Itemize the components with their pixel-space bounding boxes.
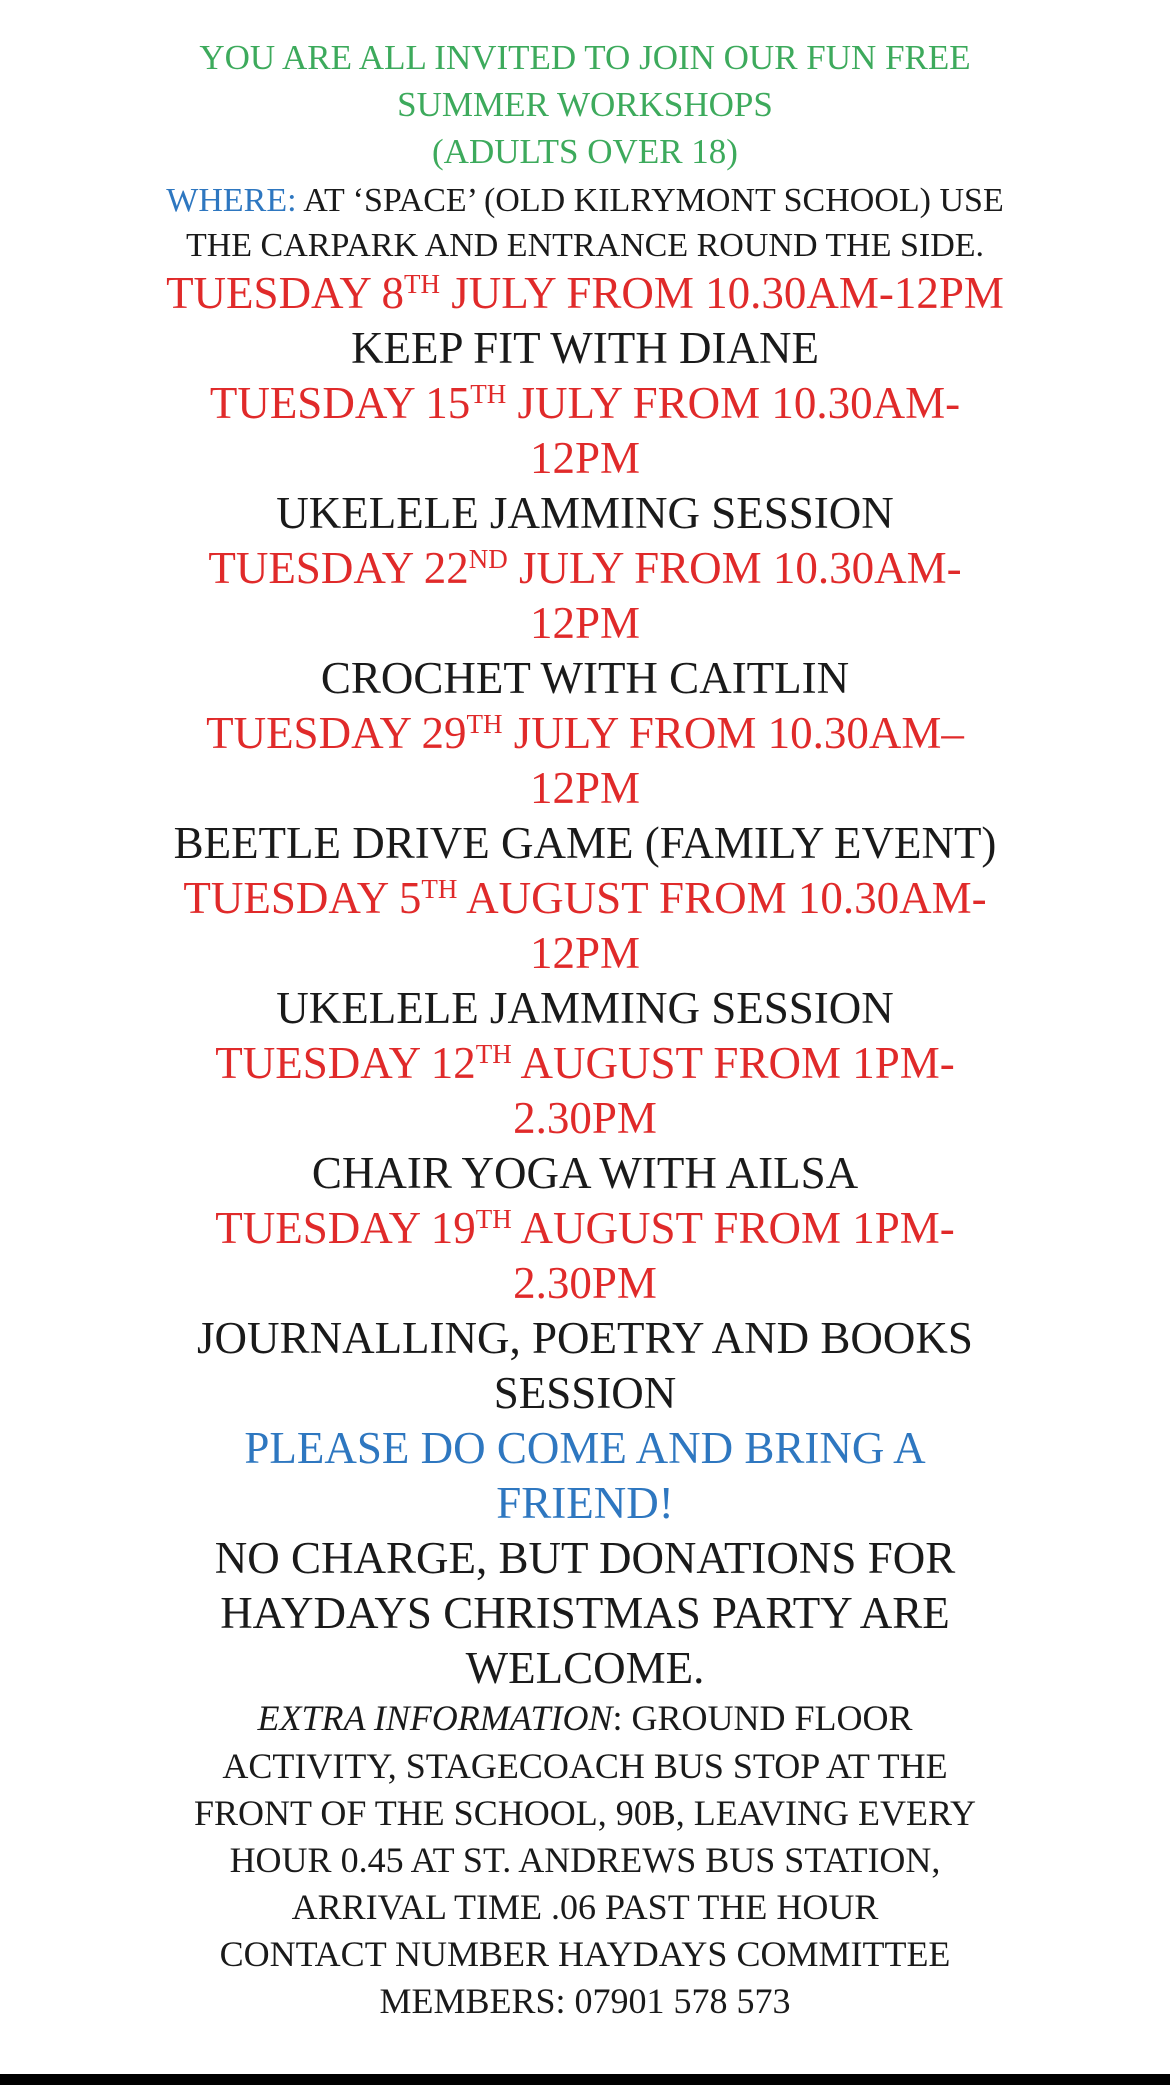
session-activity: CHAIR YOGA WITH AILSA: [311, 1148, 859, 1198]
session-date: TUESDAY 19TH AUGUST FROM 1PM-: [215, 1203, 955, 1253]
session-activity: BEETLE DRIVE GAME (FAMILY EVENT): [173, 818, 997, 868]
session-date: TUESDAY 22ND JULY FROM 10.30AM-: [208, 543, 962, 593]
bring-friend-line-2: FRIEND!: [496, 1478, 674, 1528]
session-date: TUESDAY 5TH AUGUST FROM 10.30AM-: [183, 873, 987, 923]
session-date-continued: 12PM: [529, 928, 641, 978]
invite-heading-line-1: YOU ARE ALL INVITED TO JOIN OUR FUN FREE: [199, 38, 971, 77]
where-text: AT ‘SPACE’ (OLD KILRYMONT SCHOOL) USE: [296, 182, 1004, 219]
extra-info-line-5: ARRIVAL TIME .06 PAST THE HOUR: [291, 1887, 879, 1927]
extra-info-label: EXTRA INFORMATION: [257, 1698, 613, 1738]
bring-friend-line-1: PLEASE DO COME AND BRING A: [244, 1423, 926, 1473]
session-activity: KEEP FIT WITH DIANE: [351, 323, 819, 373]
session-date: TUESDAY 15TH JULY FROM 10.30AM-: [209, 378, 961, 428]
bottom-bar: [0, 2074, 1170, 2085]
extra-info-line-1: EXTRA INFORMATION: GROUND FLOOR: [257, 1698, 913, 1738]
session-activity: CROCHET WITH CAITLIN: [320, 653, 850, 703]
session-activity: UKELELE JAMMING SESSION: [276, 983, 894, 1033]
where-label: WHERE:: [166, 182, 297, 219]
session-date: TUESDAY 8TH JULY FROM 10.30AM-12PM: [166, 268, 1004, 318]
invite-heading-line-2: SUMMER WORKSHOPS: [397, 85, 773, 124]
session-activity: JOURNALLING, POETRY AND BOOKS: [197, 1313, 973, 1363]
where-line-1: [0, 182, 1170, 220]
session-activity-continued: SESSION: [493, 1368, 677, 1418]
session-activity: UKELELE JAMMING SESSION: [276, 488, 894, 538]
charge-line-2: HAYDAYS CHRISTMAS PARTY ARE: [220, 1588, 950, 1638]
charge-line-1: NO CHARGE, BUT DONATIONS FOR: [214, 1533, 956, 1583]
charge-line-3: WELCOME.: [465, 1643, 705, 1693]
session-date-continued: 12PM: [529, 433, 641, 483]
session-date-continued: 12PM: [529, 763, 641, 813]
extra-info-line-3: FRONT OF THE SCHOOL, 90B, LEAVING EVERY: [193, 1793, 977, 1833]
contact-line-1: CONTACT NUMBER HAYDAYS COMMITTEE: [219, 1934, 951, 1974]
extra-info-line-4: HOUR 0.45 AT ST. ANDREWS BUS STATION,: [229, 1840, 941, 1880]
session-date: TUESDAY 12TH AUGUST FROM 1PM-: [215, 1038, 955, 1088]
invite-heading-line-3: (ADULTS OVER 18): [432, 132, 738, 171]
session-date-continued: 12PM: [529, 598, 641, 648]
where-line-2: THE CARPARK AND ENTRANCE ROUND THE SIDE.: [185, 227, 985, 264]
session-date-continued: 2.30PM: [513, 1258, 657, 1308]
extra-info-line-2: ACTIVITY, STAGECOACH BUS STOP AT THE: [222, 1746, 948, 1786]
session-date: TUESDAY 29TH JULY FROM 10.30AM–: [206, 708, 964, 758]
contact-line-2: MEMBERS: 07901 578 573: [379, 1981, 791, 2021]
session-date-continued: 2.30PM: [513, 1093, 657, 1143]
